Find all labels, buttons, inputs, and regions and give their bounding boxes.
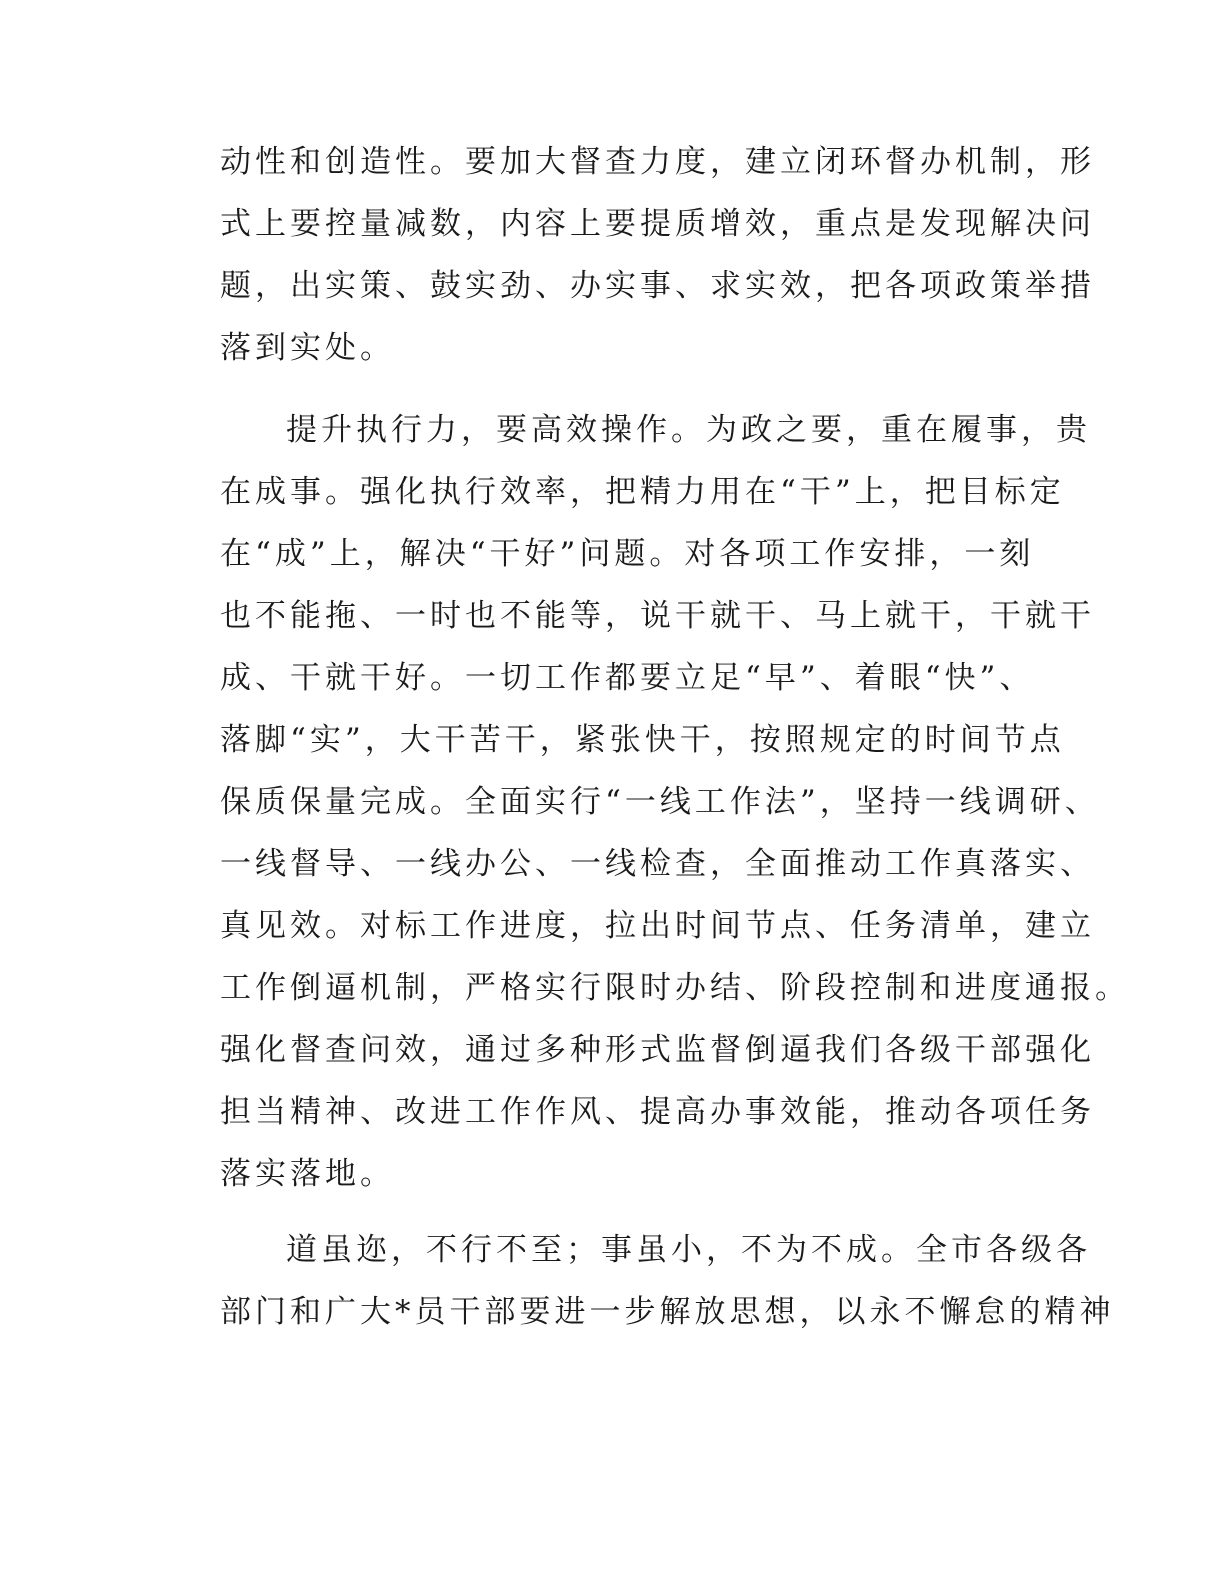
paragraph-1: [220, 131, 1095, 379]
paragraph-line: 提升执行力，要高效操作。为政之要，重在履事，贵: [286, 412, 1091, 448]
paragraph-line: 成、干就干好。一切工作都要立足“早”、着眼“快”、: [220, 660, 1035, 696]
paragraph-line: 部门和广大*员干部要进一步解放思想，以永不懈怠的精神: [220, 1294, 1115, 1330]
paragraph-3: [220, 1219, 1115, 1343]
paragraph-line: 式上要控量减数，内容上要提质增效，重点是发现解决问: [220, 206, 1095, 242]
paragraph-line: 道虽迩，不行不至；事虽小，不为不成。全市各级各: [286, 1232, 1091, 1268]
paragraph-line: 在“成”上，解决“干好”问题。对各项工作安排，一刻: [220, 536, 1035, 572]
paragraph-line: 一线督导、一线办公、一线检查，全面推动工作真落实、: [220, 846, 1095, 882]
paragraph-line: 题，出实策、鼓实劲、办实事、求实效，把各项政策举措: [220, 268, 1095, 304]
paragraph-line: 落实落地。: [220, 1156, 395, 1192]
paragraph-line: 保质保量完成。全面实行“一线工作法”，坚持一线调研、: [220, 784, 1100, 820]
paragraph-line: 也不能拖、一时也不能等，说干就干、马上就干，干就干: [220, 598, 1095, 634]
paragraph-2: [220, 399, 1130, 1205]
paragraph-line: 工作倒逼机制，严格实行限时办结、阶段控制和进度通报。: [220, 970, 1130, 1006]
paragraph-line: 落到实处。: [220, 330, 395, 366]
paragraph-line: 在成事。强化执行效率，把精力用在“干”上，把目标定: [220, 474, 1065, 510]
paragraph-line: 动性和创造性。要加大督查力度，建立闭环督办机制，形: [220, 144, 1095, 180]
paragraph-line: 强化督查问效，通过多种形式监督倒逼我们各级干部强化: [220, 1032, 1095, 1068]
paragraph-line: 担当精神、改进工作作风、提高办事效能，推动各项任务: [220, 1094, 1095, 1130]
paragraph-line: 真见效。对标工作进度，拉出时间节点、任务清单，建立: [220, 908, 1095, 944]
paragraph-line: 落脚“实”，大干苦干，紧张快干，按照规定的时间节点: [220, 722, 1065, 758]
